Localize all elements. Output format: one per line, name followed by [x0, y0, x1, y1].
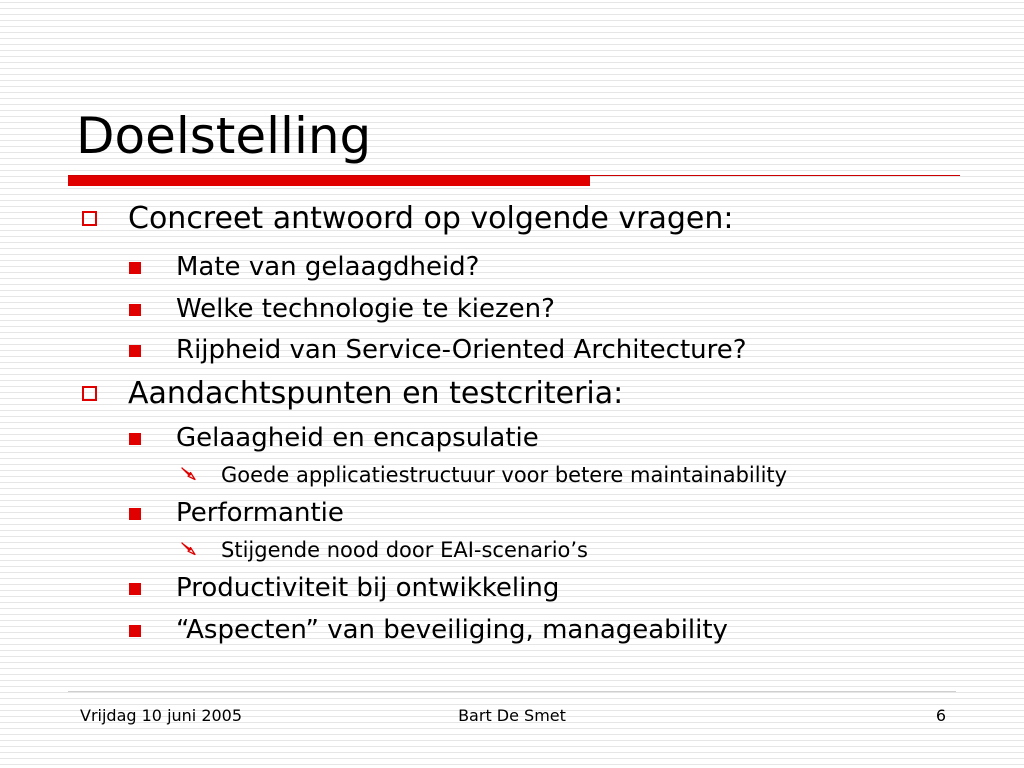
sub-bullet-text: Productiviteit bij ontwikkeling	[176, 573, 560, 603]
hollow-arrow-bullet-icon	[179, 539, 197, 557]
sub-bullet-text: Rijpheid van Service-Oriented Architecture?	[176, 335, 747, 365]
footer-divider	[68, 691, 956, 692]
sub-bullet-text: Welke technologie te kiezen?	[176, 294, 555, 324]
sub-bullet-item	[176, 613, 728, 647]
solid-square-bullet-icon	[129, 625, 141, 637]
solid-square-bullet-icon	[129, 345, 141, 357]
slide-title: Doelstelling	[76, 107, 372, 165]
footer-author: Bart De Smet	[458, 706, 566, 725]
sub-bullet-text: “Aspecten” van beveiliging, manageability	[176, 615, 728, 645]
slide-number: 6	[935, 706, 946, 725]
sub-sub-bullet-text: Stijgende nood door EAI-scenario’s	[221, 538, 588, 562]
sub-sub-bullet-item	[221, 536, 588, 564]
hollow-arrow-bullet-icon	[179, 464, 197, 482]
footer-date: Vrijdag 10 juni 2005	[80, 706, 243, 725]
bullet-item	[128, 375, 623, 413]
hollow-square-bullet-icon	[82, 386, 97, 401]
sub-bullet-item	[176, 250, 479, 284]
solid-square-bullet-icon	[129, 433, 141, 445]
solid-square-bullet-icon	[129, 583, 141, 595]
bullet-text: Concreet antwoord op volgende vragen:	[128, 201, 734, 236]
solid-square-bullet-icon	[129, 262, 141, 274]
title-underline-accent-bar	[68, 176, 590, 186]
bullet-text: Aandachtspunten en testcriteria:	[128, 376, 624, 411]
sub-bullet-text: Mate van gelaagdheid?	[176, 252, 480, 282]
hollow-square-bullet-icon	[82, 211, 97, 226]
sub-sub-bullet-text: Goede applicatiestructuur voor betere maintainability	[221, 463, 788, 487]
sub-bullet-item	[176, 292, 555, 326]
sub-sub-bullet-item	[221, 461, 787, 489]
solid-square-bullet-icon	[129, 508, 141, 520]
sub-bullet-item	[176, 571, 559, 605]
sub-bullet-item	[176, 333, 747, 367]
sub-bullet-item	[176, 496, 344, 530]
sub-bullet-item	[176, 421, 539, 455]
sub-bullet-text: Performantie	[176, 498, 344, 528]
sub-bullet-text: Gelaagheid en encapsulatie	[176, 423, 539, 453]
bullet-item	[128, 200, 734, 238]
solid-square-bullet-icon	[129, 304, 141, 316]
